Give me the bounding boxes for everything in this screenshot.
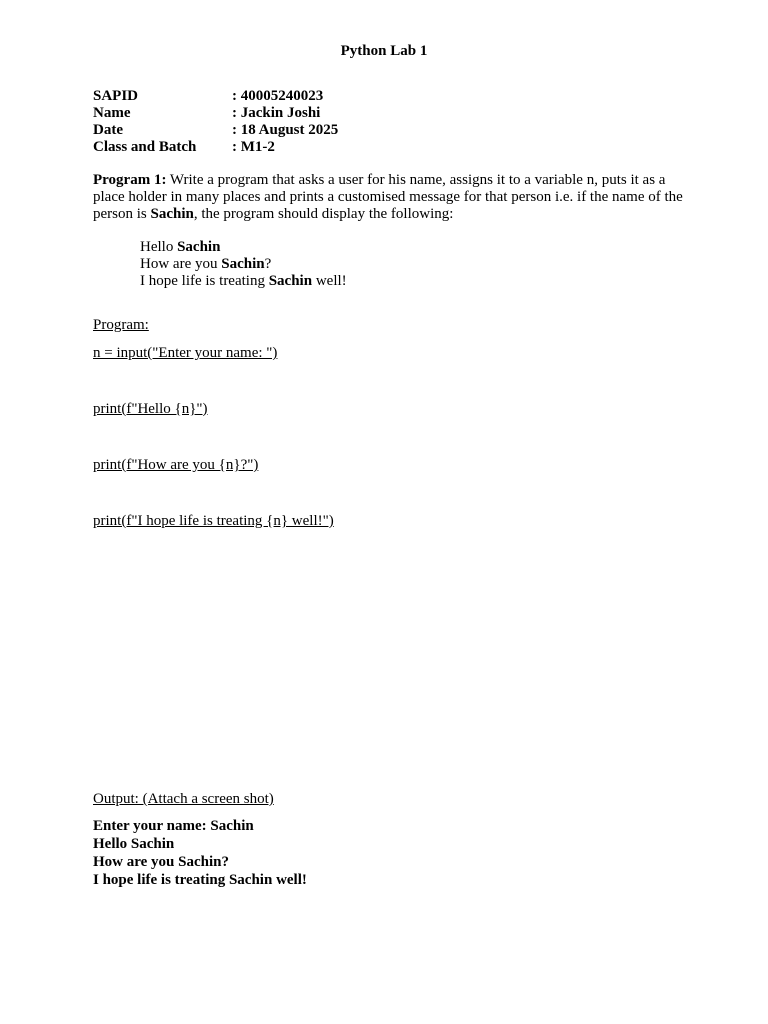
class-batch-label: Class and Batch <box>93 139 197 155</box>
sample-name: Sachin <box>268 273 313 289</box>
date-value: : 18 August 2025 <box>232 122 339 138</box>
info-row-name <box>93 105 338 122</box>
sample-line-2 <box>140 256 347 273</box>
info-row-class-batch <box>93 139 338 156</box>
document-title: Python Lab 1 <box>340 43 428 59</box>
sample-text: ? <box>264 256 272 272</box>
sample-line-1 <box>140 239 347 256</box>
sample-line-3 <box>140 273 347 290</box>
info-row-date <box>93 122 338 139</box>
output-line-3: How are you Sachin? <box>93 854 229 870</box>
program-example-name: Sachin <box>150 206 194 222</box>
sample-text: How are you <box>140 256 222 272</box>
sample-text: Hello <box>140 239 178 255</box>
program-section-heading: Program: <box>93 317 149 333</box>
output-block <box>93 818 307 890</box>
code-line-4: print(f"I hope life is treating {n} well!") <box>93 513 334 529</box>
code-line-2: print(f"Hello {n}") <box>93 401 208 417</box>
program-text-part1: Write a program that asks a user for his name, assigns it to a variable n, puts it as a place holder in many places and prints a customised message for that person i.e. if the name of the person is <box>93 172 683 222</box>
sample-text: I hope life is treating <box>140 273 269 289</box>
output-section-heading: Output: (Attach a screen shot) <box>93 791 274 807</box>
sample-text: well! <box>312 273 347 289</box>
date-label: Date <box>93 122 123 138</box>
class-batch-value: : M1-2 <box>232 139 275 155</box>
code-line-1: n = input("Enter your name: ") <box>93 345 278 361</box>
sample-name: Sachin <box>221 256 265 272</box>
program-description <box>93 172 683 223</box>
output-line-2: Hello Sachin <box>93 836 175 852</box>
sample-output <box>140 239 347 290</box>
sapid-label: SAPID <box>93 88 139 104</box>
name-label: Name <box>93 105 131 121</box>
info-row-sapid <box>93 88 338 105</box>
code-line-3: print(f"How are you {n}?") <box>93 457 259 473</box>
output-line-4: I hope life is treating Sachin well! <box>93 872 307 888</box>
sapid-value: : 40005240023 <box>232 88 324 104</box>
sample-name: Sachin <box>177 239 221 255</box>
program-heading: Program 1: <box>93 172 167 188</box>
output-line-1: Enter your name: Sachin <box>93 818 254 834</box>
program-text-part2: , the program should display the following: <box>193 206 454 222</box>
student-info <box>93 88 338 156</box>
name-value: : Jackin Joshi <box>232 105 321 121</box>
